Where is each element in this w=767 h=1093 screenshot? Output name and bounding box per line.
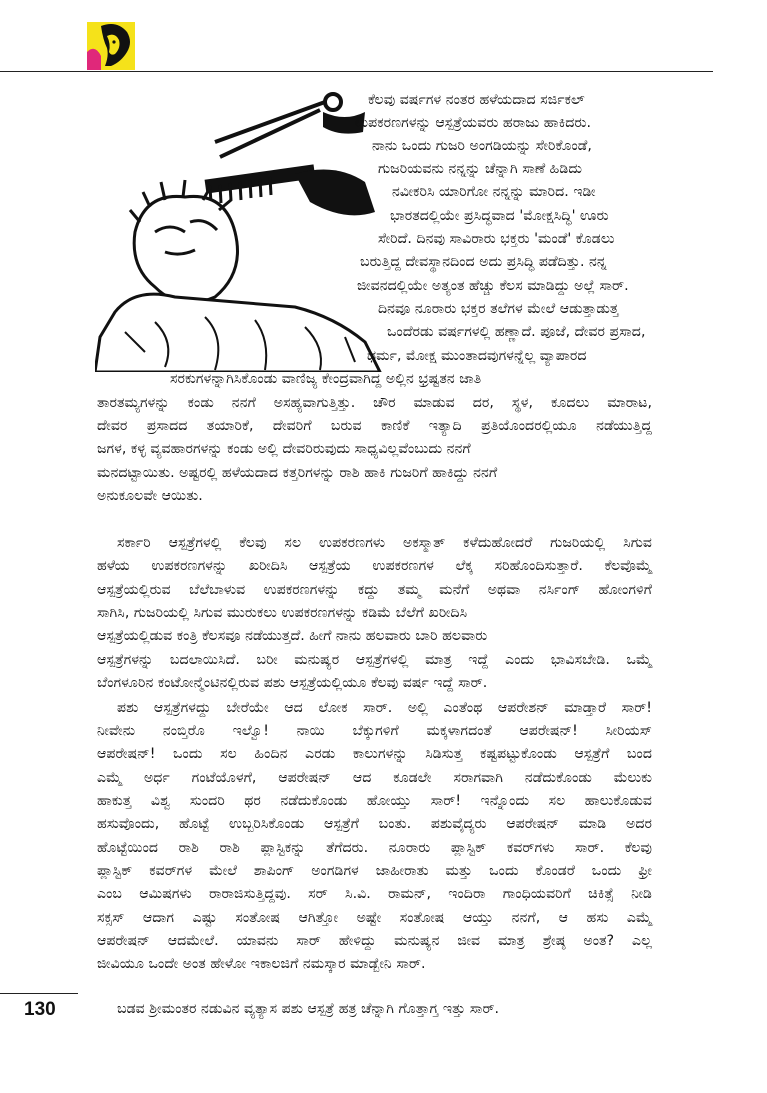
text-line: ಭಾರತದಲ್ಲಿಯೇ ಪ್ರಸಿದ್ಧವಾದ 'ಮೋಕ್ಷಸಿದ್ಧಿ' ಊರು [390,208,609,224]
text-line: ಎಮ್ಮೆ ಅರ್ಧ ಗಂಟೆಯೊಳಗೆ, ಆಪರೇಷನ್ ಆದ ಕೂಡಲೇ ಸರಾಗವಾಗಿ ನಡೆದುಕೊಂಡು ಮೆಲುಕು [97,770,652,786]
text-line: ನಾನು ಒಂದು ಗುಜರಿ ಅಂಗಡಿಯನ್ನು ಸೇರಿಕೊಂಡೆ, [372,138,592,154]
text-line: ಒಂದೆರಡು ವರ್ಷಗಳಲ್ಲಿ ಹಣ್ಣಾದೆ. ಪೂಜೆ, ದೇವರ ಪ್ರಸಾದ, [387,324,646,340]
text-line: ಸರ್ಕಾರಿ ಆಸ್ಪತ್ರೆಗಳಲ್ಲಿ ಕೆಲವು ಸಲ ಉಪಕರಣಗಳು ಅಕಸ್ಮಾತ್ ಕಳೆದುಹೋದರೆ ಗುಜರಿಯಲ್ಲಿ ಸಿಗುವ [117,535,652,551]
text-line: ಅನುಕೂಲವೇ ಆಯಿತು. [97,488,203,504]
text-line: ಬರುತ್ತಿದ್ದ ದೇವಸ್ಥಾನದಿಂದ ಅದು ಪ್ರಸಿದ್ಧಿ ಪಡೆದಿತ್ತು. ನನ್ನ [360,254,607,270]
text-line: ದಿನವೂ ನೂರಾರು ಭಕ್ತರ ತಲೆಗಳ ಮೇಲೆ ಆಡುತ್ತಾಡುತ್ತ [378,301,619,317]
text-line: ಆಪರೇಷನ್ ಆದಮೇಲೆ. ಯಾವನು ಸಾರ್ ಹೇಳಿದ್ದು ಮನುಷ್ಯನ ಜೀವ ಮಾತ್ರ ಶ್ರೇಷ್ಠ ಅಂತ? ಎಲ್ಲ [97,933,652,949]
header-divider [0,71,713,72]
text-line: ಹೊಟ್ಟೆಯಿಂದ ರಾಶಿ ರಾಶಿ ಪ್ಲಾಸ್ಟಿಕನ್ನು ತೆಗೆದರು. ನೂರಾರು ಪ್ಲಾಸ್ಟಿಕ್ ಕವರ್‌ಗಳು ಸಾರ್. ಕೆಲವು [97,840,652,856]
text-line: ಹಸುವೊಂದು, ಹೊಟ್ಟೆ ಉಬ್ಬರಿಸಿಕೊಂಡು ಆಸ್ಪತ್ರೆಗೆ ಬಂತು. ಪಶುವೈದ್ಯರು ಆಪರೇಷನ್ ಮಾಡಿ ಅದರ [97,816,652,832]
text-line: ಜೀವಿಯೂ ಒಂದೇ ಅಂತ ಹೇಳೋ ಇಕಾಲಜಿಗೆ ನಮಸ್ಕಾರ ಮಾಡ್ಬೇನಿ ಸಾರ್. [97,956,426,972]
text-line: ನವೀಕರಿಸಿ ಯಾರಿಗೋ ನನ್ನನ್ನು ಮಾರಿದ. ಇಡೀ [392,184,596,200]
text-line: ಆಸ್ಪತ್ರೆಗಳನ್ನು ಬದಲಾಯಿಸಿದೆ. ಬರೀ ಮನುಷ್ಯರ ಆಸ್ಪತ್ರೆಗಳಲ್ಲಿ ಮಾತ್ರ ಇದ್ದೆ ಎಂದು ಭಾವಿಸಬೇಡಿ. ಒಮ್ಮೆ [97,652,652,668]
text-line: ಮನದಟ್ಟಾಯಿತು. ಅಷ್ಟರಲ್ಲಿ ಹಳೆಯದಾದ ಕತ್ತರಿಗಳನ್ನು ರಾಶಿ ಹಾಕಿ ಗುಜರಿಗೆ ಹಾಕಿದ್ದು ನನಗೆ [97,465,498,481]
text-line: ಧರ್ಮ, ಮೋಕ್ಷ ಮುಂತಾದವುಗಳನ್ನೆಲ್ಲ ವ್ಯಾಪಾರದ [367,348,587,364]
text-line: ಪಶು ಆಸ್ಪತ್ರೆಗಳದ್ದು ಬೇರೆಯೇ ಆದ ಲೋಕ ಸಾರ್. ಅಲ್ಲಿ ಎಂತೆಂಥ ಆಪರೇಶನ್ ಮಾಡ್ತಾರೆ ಸಾರ್! [117,700,652,716]
text-line: ಆಪರೇಷನ್! ಒಂದು ಸಲ ಹಿಂದಿನ ಎರಡು ಕಾಲುಗಳನ್ನು ಸಿಡಿಸುತ್ತ ಕಷ್ಟಪಟ್ಟುಕೊಂಡು ಆಸ್ಪತ್ರೆಗೆ ಬಂದ [97,746,652,762]
text-line: ಉಪಕರಣಗಳನ್ನು ಆಸ್ಪತ್ರೆಯವರು ಹರಾಜು ಹಾಕಿದರು. [355,115,591,131]
text-line: ದೇವರ ಪ್ರಸಾದದ ತಯಾರಿಕೆ, ದೇವರಿಗೆ ಬರುವ ಕಾಣಿಕೆ ಇತ್ಯಾದಿ ಪ್ರತಿಯೊಂದರಲ್ಲಿಯೂ ನಡೆಯುತ್ತಿದ್ದ [97,418,652,434]
text-line: ಪ್ಲಾಸ್ಟಿಕ್ ಕವರ್‌ಗಳ ಮೇಲೆ ಶಾಪಿಂಗ್ ಅಂಗಡಿಗಳ ಜಾಹೀರಾತು ಮತ್ತು ಒಂದು ಕೊಂಡರೆ ಒಂದು ಫ್ರೀ [97,863,652,879]
text-line: ಬೆಂಗಳೂರಿನ ಕಂಟೋನ್ಮೆಂಟಿನಲ್ಲಿರುವ ಪಶು ಆಸ್ಪತ್ರೆಯಲ್ಲಿಯೂ ಕೆಲವು ವರ್ಷ ಇದ್ದೆ ಸಾರ್. [97,675,488,691]
text-line: ಹಳೆಯ ಉಪಕರಣಗಳನ್ನು ಖರೀದಿಸಿ ಆಸ್ಪತ್ರೆಯ ಉಪಕರಣಗಳ ಲೆಕ್ಕ ಸರಿಹೊಂದಿಸುತ್ತಾರೆ. ಕೆಲವೊಮ್ಮೆ [97,558,652,574]
text-line: ತಾರತಮ್ಯಗಳನ್ನು ಕಂಡು ನನಗೆ ಅಸಹ್ಯವಾಗುತ್ತಿತ್ತು. ಚೌರ ಮಾಡುವ ದರ, ಸ್ಥಳ, ಕೂದಲು ಮಾರಾಟ, [97,395,652,411]
text-line: ಬಡವ ಶ್ರೀಮಂತರ ನಡುವಿನ ವ್ಯತ್ಯಾಸ ಪಶು ಆಸ್ಪತ್ರೆ ಹತ್ರ ಚೆನ್ನಾಗಿ ಗೊತ್ತಾಗ್ತ ಇತ್ತು ಸಾರ್. [117,1001,500,1017]
text-line: ಎಂಬ ಆಮಿಷಗಳು ರಾರಾಜಿಸುತ್ತಿದ್ದವು. ಸರ್ ಸಿ.ವಿ. ರಾಮನ್, ಇಂದಿರಾ ಗಾಂಧಿಯವರಿಗೆ ಚಿಕಿತ್ಸೆ ನೀಡಿ [97,886,652,902]
text-line: ಸರಕುಗಳನ್ನಾಗಿಸಿಕೊಂಡು ವಾಣಿಜ್ಯ ಕೇಂದ್ರವಾಗಿದ್ದ ಅಲ್ಲಿನ ಭ್ರಷ್ಟತನ ಜಾತಿ [170,371,482,387]
text-line: ಕೆಲವು ವರ್ಷಗಳ ನಂತರ ಹಳೆಯದಾದ ಸರ್ಜಿಕಲ್ [368,92,585,108]
text-line: ಆಸ್ಪತ್ರೆಯಲ್ಲಿಡುವ ಕಂತ್ರಿ ಕೆಲಸವೂ ನಡೆಯುತ್ತದೆ. ಹೀಗೆ ನಾನು ಹಲವಾರು ಬಾರಿ ಹಲವಾರು [97,628,488,644]
page-number: 130 [24,999,56,1020]
barber-haircut-illustration [95,82,395,372]
text-line: ಹಾಕುತ್ತ ವಿಶ್ವ ಸುಂದರಿ ಥರ ನಡೆದುಕೊಂಡು ಹೋಯ್ತು ಸಾರ್! ಇನ್ನೊಂದು ಸಲ ಹಾಲುಕೊಡುವ [97,793,652,809]
text-line: ಸಾಗಿಸಿ, ಗುಜರಿಯಲ್ಲಿ ಸಿಗುವ ಮುರುಕಲು ಉಪಕರಣಗಳನ್ನು ಕಡಿಮೆ ಬೆಲೆಗೆ ಖರೀದಿಸಿ [97,605,468,621]
text-line: ಸೇರಿದೆ. ದಿನವು ಸಾವಿರಾರು ಭಕ್ತರು 'ಮಂಡೆ' ಕೊಡಲು [378,231,615,247]
text-line: ಗುಜರಿಯವನು ನನ್ನನ್ನು ಚೆನ್ನಾಗಿ ಸಾಣೆ ಹಿಡಿದು [378,161,583,177]
text-line: ಸಕ್ಸಸ್ ಆದಾಗ ಎಷ್ಟು ಸಂತೋಷ ಆಗಿತ್ತೋ ಅಷ್ಟೇ ಸಂತೋಷ ಆಯ್ತು ನನಗೆ, ಆ ಹಸು ಎಮ್ಮೆ [97,910,652,926]
face-logo-icon [87,22,135,70]
text-line: ಆಸ್ಪತ್ರೆಯಲ್ಲಿರುವ ಬೆಲೆಬಾಳುವ ಉಪಕರಣಗಳನ್ನು ಕದ್ದು ತಮ್ಮ ಮನೆಗೆ ಅಥವಾ ನರ್ಸಿಂಗ್ ಹೋಂಗಳಿಗೆ [97,582,652,598]
text-line: ಜಗಳ, ಕಳ್ಳ ವ್ಯವಹಾರಗಳನ್ನು ಕಂಡು ಅಲ್ಲಿ ದೇವರಿರುವುದು ಸಾಧ್ಯವಿಲ್ಲವೆಂಬುದು ನನಗೆ [97,441,471,457]
footer-divider [0,993,78,994]
text-line: ನೀವೇನು ನಂಬ್ತಿರೊ ಇಲ್ವೊ! ನಾಯಿ ಬೆಕ್ಕುಗಳಿಗೆ ಮಕ್ಕಳಾಗದಂತೆ ಆಪರೇಷನ್! ಸೀರಿಯಸ್ [97,723,652,739]
text-line: ಜೀವನದಲ್ಲಿಯೇ ಅತ್ಯಂತ ಹೆಚ್ಚು ಕೆಲಸ ಮಾಡಿದ್ದು ಅಲ್ಲೆ ಸಾರ್. [357,278,629,294]
